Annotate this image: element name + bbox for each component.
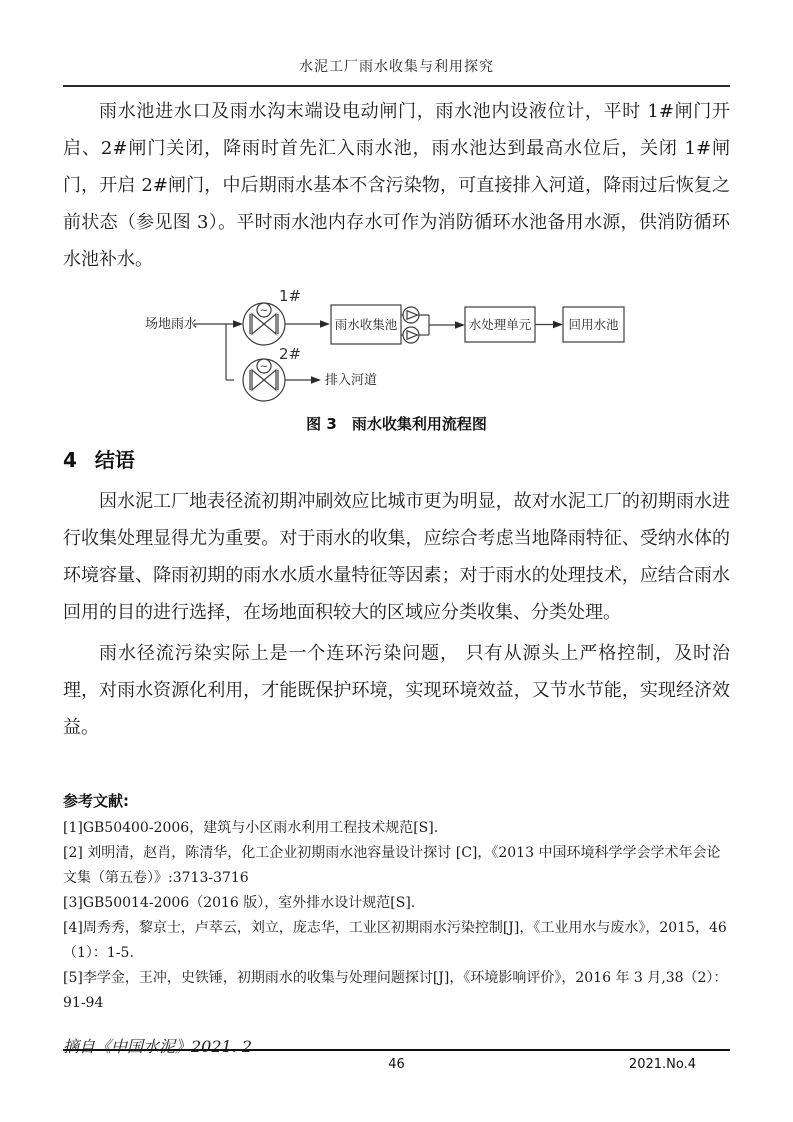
figure-caption: 图 3 雨水收集利用流程图 bbox=[306, 415, 487, 433]
discharge-label: 排入河道 bbox=[325, 373, 378, 388]
source-note: 摘自《中国水泥》2021. 2 bbox=[63, 1037, 253, 1056]
reference-item-2: [2] 刘明清，赵肖，陈清华，化工企业初期雨水池容量设计探讨 [C]，《2013 中国环境科学学会学术年会论文集（第五卷）》:3713-3716 bbox=[63, 845, 721, 886]
motor-symbol: ~ bbox=[259, 361, 269, 373]
references-section bbox=[63, 790, 730, 1016]
box-water-treatment-unit bbox=[465, 307, 535, 342]
rainwater-flow-diagram bbox=[133, 280, 633, 405]
box-3-label: 回用水池 bbox=[568, 317, 619, 332]
section-title: 结语 bbox=[94, 448, 135, 472]
reference-item-4: [4]周秀秀，黎京士，卢萃云，刘立，庞志华，工业区初期雨水污染控制[J]，《工业用水与废水》，2015，46（1）：1-5. bbox=[63, 920, 727, 961]
reference-item-3: [3]GB50014-2006（2016 版），室外排水设计规范[S]. bbox=[63, 895, 416, 911]
running-header-title: 水泥工厂雨水收集与利用探究 bbox=[299, 59, 494, 75]
paragraph-3: 雨水径流污染实际上是一个连环污染问题， 只有从源头上严格控制，及时治理，对雨水资源化利用，才能既保护环境，实现环境效益，又节水节能，实现经济效益。 bbox=[63, 643, 730, 738]
reference-item-1: [1]GB50400-2006，建筑与小区雨水利用工程技术规范[S]. bbox=[63, 820, 439, 836]
arrow-icon bbox=[320, 320, 330, 328]
source-label: 场地雨水 bbox=[145, 317, 198, 332]
paragraph-1: 雨水池进水口及雨水沟末端设电动闸门，雨水池内设液位计，平时 1#闸门开启、2#闸门关闭，降雨时首先汇入雨水池，雨水池达到最高水位后，关闭 1#闸门，开启 2#闸门，中后期雨水基本不含污染物，可直接排入河道，降雨过后恢复之前状态（参见图 3）。平时雨水池内存水可作为消防循环水池备用水源，供消防循环水池补水。 bbox=[63, 101, 730, 270]
header-rule bbox=[63, 85, 730, 87]
issue-number: 2021.No.4 bbox=[628, 1057, 696, 1072]
page-footer bbox=[63, 1049, 730, 1089]
box-2-label: 水处理单元 bbox=[468, 317, 532, 332]
motor-symbol: ~ bbox=[259, 305, 269, 317]
valve-1-label: 1# bbox=[279, 287, 302, 305]
arrow-icon bbox=[233, 320, 243, 328]
figure-3 bbox=[63, 280, 730, 434]
page-content bbox=[63, 0, 730, 1057]
paragraph-2: 因水泥工厂地表径流初期冲刷效应比城市更为明显，故对水泥工厂的初期雨水进行收集处理显得尤为重要。对于雨水的收集，应综合考虑当地降雨特征、受纳水体的环境容量、降雨初期的雨水水质水量特征等因素；对于雨水的处理技术，应结合雨水回用的目的进行选择，在场地面积较大的区域应分类收集、分类处理。 bbox=[63, 491, 730, 623]
arrow-icon bbox=[455, 321, 465, 329]
arrow-icon bbox=[311, 376, 321, 384]
section-heading bbox=[63, 444, 730, 473]
section-number: 4 bbox=[63, 448, 77, 472]
motor-valve-icon-1 bbox=[243, 303, 285, 345]
arrow-icon bbox=[553, 321, 563, 329]
reference-item-5: [5]李学金，王冲，史铁锤，初期雨水的收集与处理问题探讨[J]，《环境影响评价》，2016 年 3 月,38（2）：91-94 bbox=[63, 970, 728, 1011]
motor-valve-icon-2 bbox=[243, 359, 285, 401]
valve-2-label: 2# bbox=[279, 345, 302, 363]
page-number: 46 bbox=[388, 1057, 405, 1072]
box-1-label: 雨水收集池 bbox=[334, 317, 398, 332]
pump-icons bbox=[401, 307, 429, 343]
box-rainwater-collection-pool bbox=[331, 305, 401, 344]
references-title: 参考文献: bbox=[63, 792, 129, 810]
box-reuse-water-pool bbox=[563, 307, 624, 342]
